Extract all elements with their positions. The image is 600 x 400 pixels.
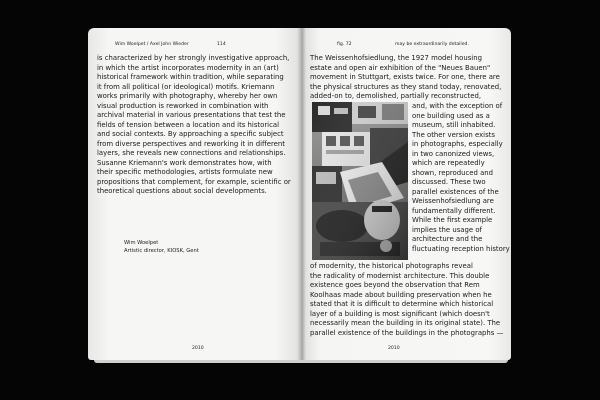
body-line: parallel existences of the xyxy=(412,187,499,196)
open-book xyxy=(88,28,514,363)
signature-block xyxy=(124,240,199,255)
body-line: layer of a building is most significant (which doesn't xyxy=(310,309,490,318)
body-line: in photographs, especially xyxy=(412,140,503,148)
left-body-text xyxy=(97,54,291,197)
body-line: the radicality of modernist architecture. This double xyxy=(310,271,490,280)
photo-collage xyxy=(312,102,408,260)
body-line: theoretical questions about social developments. xyxy=(97,187,267,195)
body-line: parallel existence of the buildings in the photographs — xyxy=(310,328,504,337)
body-line: Weissenhofsiedlung are xyxy=(412,197,494,205)
body-line: layers, she reveals new connections and relationships. xyxy=(97,149,286,157)
body-line: implies the usage of xyxy=(412,225,482,234)
running-head-page-number: 114 xyxy=(217,42,226,47)
body-line: visual production is reworked in combination with xyxy=(97,101,269,110)
body-line: their specific methodologies, artists formulate new xyxy=(97,168,273,176)
body-line: historical framework within tradition, while separating xyxy=(97,73,284,81)
body-line: one building used as a xyxy=(412,111,490,120)
body-line: architecture and the xyxy=(412,235,483,243)
left-page xyxy=(88,28,301,360)
body-line: propositions that complement, for example, scientific or xyxy=(97,177,291,186)
body-line: is characterized by her strongly investigative approach, xyxy=(97,54,290,62)
right-body-top xyxy=(310,54,501,102)
body-line: The Weissenhofsiedlung, the 1927 model housing xyxy=(310,54,482,62)
body-line: it from all political (or ideological) motifs. Kriemann xyxy=(97,82,275,91)
right-body-bottom xyxy=(310,262,503,338)
body-line: which are repeatedly xyxy=(412,159,485,167)
body-line: necessarily mean the building in its original state). The xyxy=(310,319,501,327)
body-line: museum, still inhabited. xyxy=(412,121,496,129)
body-line: fluctuating reception history xyxy=(412,244,510,253)
left-running-head xyxy=(115,42,226,47)
right-running-head-figure: fig. 72 xyxy=(337,42,352,47)
body-line: shown, reproduced and xyxy=(412,168,494,177)
body-line: estate and open air exhibition of the "Neues Bauen" xyxy=(310,63,491,72)
right-page xyxy=(301,28,511,360)
body-line: While the first example xyxy=(412,216,493,224)
body-line: stated that it is difficult to determine which historical xyxy=(310,300,494,308)
body-line: added-on to, demolished, partially reconstructed, xyxy=(310,92,482,100)
body-line: archival material in various presentations that test the xyxy=(97,111,286,119)
body-line: movement in Stuttgart, exists twice. For one, there are xyxy=(310,73,500,81)
right-folio: 2010 xyxy=(388,346,400,351)
body-line: in which the artist incorporates modernity in an (art) xyxy=(97,63,279,72)
body-line: of modernity, the historical photographs reveal xyxy=(310,262,473,270)
body-line: in two canonized views, xyxy=(412,149,495,158)
body-line: existence goes beyond the observation that Rem xyxy=(310,281,480,289)
signature-name: Wim Woelpet xyxy=(124,240,159,246)
body-line: and, with the exception of xyxy=(412,102,503,110)
left-folio: 2010 xyxy=(192,346,204,351)
body-line: fields of tension between a location and its historical xyxy=(97,120,280,129)
page-edge xyxy=(94,360,508,363)
right-body-side xyxy=(412,102,510,254)
running-head-authors: Wim Woelpet / Axel John Wieder xyxy=(115,42,189,47)
archival-photograph-icon xyxy=(312,102,408,260)
body-line: works primarily with photography, whereby her own xyxy=(97,92,278,100)
body-line: discussed. These two xyxy=(412,178,486,186)
body-line: Susanne Kriemann's work demonstrates how, with xyxy=(97,158,272,167)
body-line: Koolhaas made about building preservation when he xyxy=(310,290,492,299)
body-line: fundamentally different. xyxy=(412,206,496,215)
body-line: and social contexts. By approaching a specific subject xyxy=(97,130,284,138)
body-line: the physical structures as they stand today, renovated, xyxy=(310,82,502,91)
body-line: The other version exists xyxy=(412,130,495,139)
right-running-head-caption: may be extraordinarily detailed. xyxy=(395,42,469,47)
body-line: from diverse perspectives and reworking it in different xyxy=(97,139,285,148)
signature-role: Artistic director, KIOSK, Gent xyxy=(124,247,199,254)
